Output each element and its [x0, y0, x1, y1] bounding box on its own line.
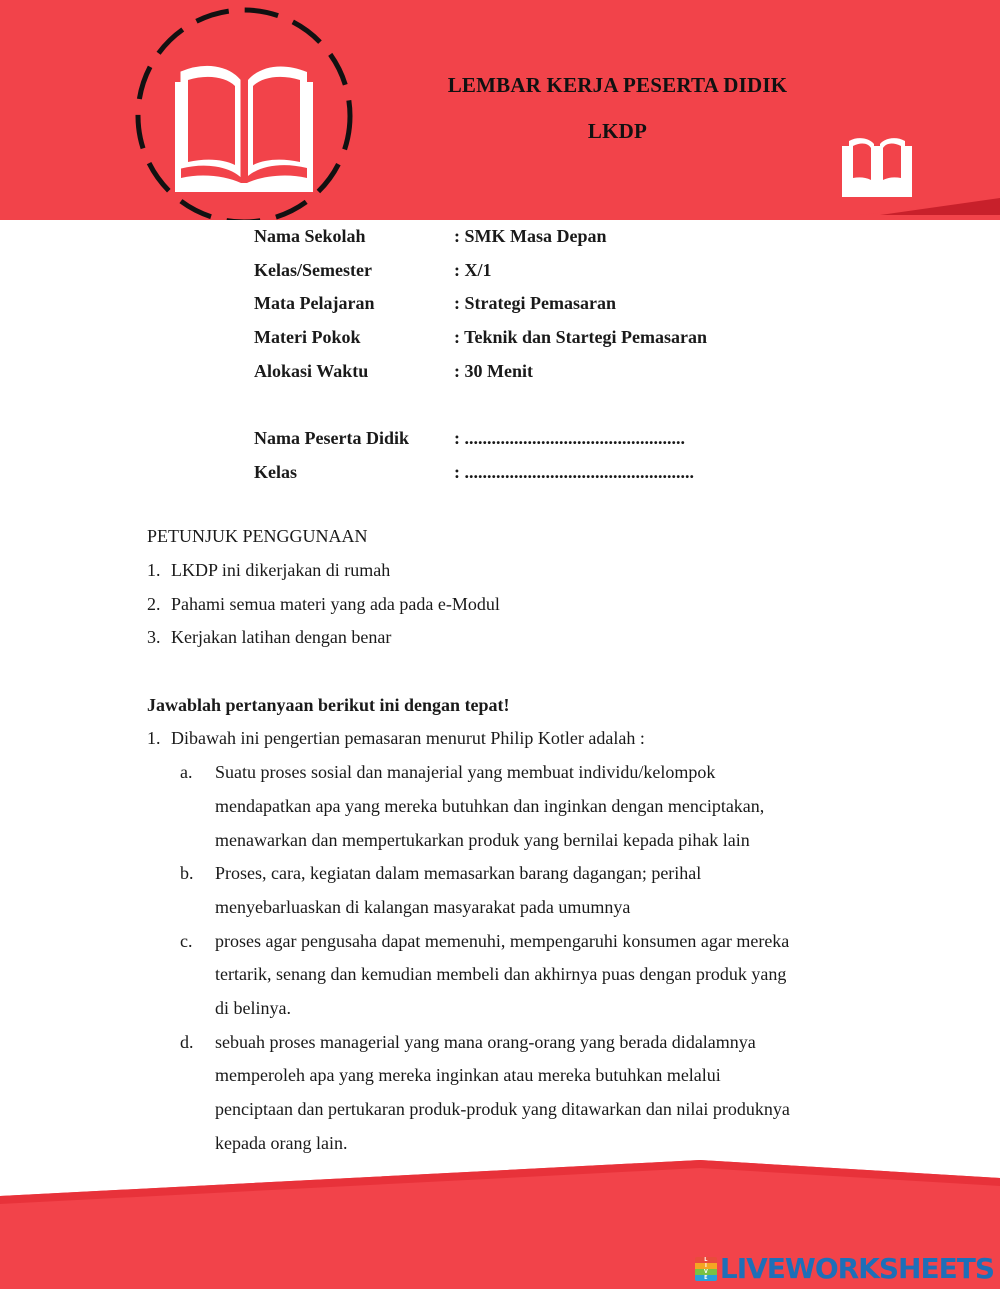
student-class-row: [254, 456, 707, 490]
info-value: : Strategi Pemasaran: [454, 293, 616, 314]
instruction-text: Pahami semua materi yang ada pada e-Modul: [171, 593, 500, 614]
option-line: Suatu proses sosial dan manajerial yang membuat individu/kelompok: [215, 762, 716, 783]
option-line: penciptaan dan pertukaran produk-produk yang ditawarkan dan nilai produknya: [215, 1099, 790, 1120]
instruction-text: Kerjakan latihan dengan benar: [171, 627, 392, 648]
info-value: : Teknik dan Startegi Pemasaran: [454, 327, 708, 348]
instruction-number: 1.: [147, 560, 161, 581]
option-line: menyebarluaskan di kalangan masyarakat pada umumnya: [215, 896, 631, 917]
option-line: tertarik, senang dan kemudian membeli dan akhirnya puas dengan produk yang: [215, 964, 787, 985]
liveworksheets-logo-icon: L I V E: [695, 1257, 717, 1281]
student-name-row: [254, 422, 707, 456]
option-line: memperoleh apa yang mereka inginkan atau mereka butuhkan melalui: [215, 1065, 721, 1086]
info-value: : 30 Menit: [454, 360, 533, 381]
option-line: di belinya.: [215, 997, 291, 1018]
instruction-item: [147, 587, 867, 621]
option-line: kepada orang lain.: [215, 1132, 348, 1153]
info-value: : SMK Masa Depan: [454, 226, 607, 247]
option-letter: b.: [180, 863, 194, 884]
option-line: Proses, cara, kegiatan dalam memasarkan barang dagangan; perihal: [215, 863, 702, 884]
info-row-time: [254, 354, 707, 388]
document-title: LEMBAR KERJA PESERTA DIDIK: [447, 73, 788, 97]
option-line: sebuah proses managerial yang mana orang-orang yang berada didalamnya: [215, 1031, 756, 1052]
liveworksheets-brand[interactable]: [695, 1252, 994, 1285]
option-line: menawarkan dan mempertukarkan produk yang bernilai kepada pihak lain: [215, 829, 750, 850]
instruction-number: 3.: [147, 627, 161, 648]
questions-heading: Jawablah pertanyaan berikut ini dengan tepat!: [147, 694, 510, 715]
footer-banner: [0, 1160, 1000, 1289]
answer-option-b[interactable]: [180, 857, 867, 924]
info-row-school: [254, 220, 707, 254]
instruction-text: LKDP ini dikerjakan di rumah: [171, 560, 391, 581]
info-value: : X/1: [454, 259, 492, 280]
brand-name: LIVEWORKSHEETS: [719, 1252, 994, 1285]
instructions-heading: PETUNJUK PENGGUNAAN: [147, 526, 368, 547]
student-class-label: Kelas: [254, 461, 297, 482]
instruction-number: 2.: [147, 593, 161, 614]
option-line: proses agar pengusaha dapat memenuhi, mempengaruhi konsumen agar mereka: [215, 930, 790, 951]
info-label: Alokasi Waktu: [254, 360, 369, 381]
info-row-topic: [254, 321, 707, 355]
answer-option-c[interactable]: [180, 924, 867, 1025]
instruction-item: [147, 621, 867, 655]
question-text: Dibawah ini pengertian pemasaran menurut Philip Kotler adalah :: [171, 728, 645, 749]
question-1: [147, 722, 867, 756]
student-class-field[interactable]: : ...................................................: [454, 461, 694, 482]
student-name-label: Nama Peserta Didik: [254, 428, 409, 449]
student-name-field[interactable]: : .................................................: [454, 428, 685, 449]
info-label: Materi Pokok: [254, 327, 361, 348]
small-book-icon: [842, 138, 912, 197]
answer-option-a[interactable]: [180, 756, 867, 857]
option-letter: c.: [180, 930, 193, 951]
header-background: [0, 0, 1000, 220]
info-label: Nama Sekolah: [254, 226, 366, 247]
option-letter: d.: [180, 1031, 194, 1052]
answer-option-d[interactable]: [180, 1025, 867, 1160]
instruction-item: [147, 554, 867, 588]
document-subtitle: LKDP: [587, 119, 648, 143]
header-banner: [0, 0, 1000, 220]
option-letter: a.: [180, 762, 193, 783]
worksheet-content: [147, 520, 867, 1160]
question-number: 1.: [147, 728, 161, 749]
info-label: Mata Pelajaran: [254, 293, 375, 314]
info-row-subject: [254, 287, 707, 321]
info-row-class-semester: [254, 254, 707, 288]
identity-block: [254, 220, 707, 489]
info-label: Kelas/Semester: [254, 259, 372, 280]
option-line: mendapatkan apa yang mereka butuhkan dan inginkan dengan menciptakan,: [215, 795, 765, 816]
